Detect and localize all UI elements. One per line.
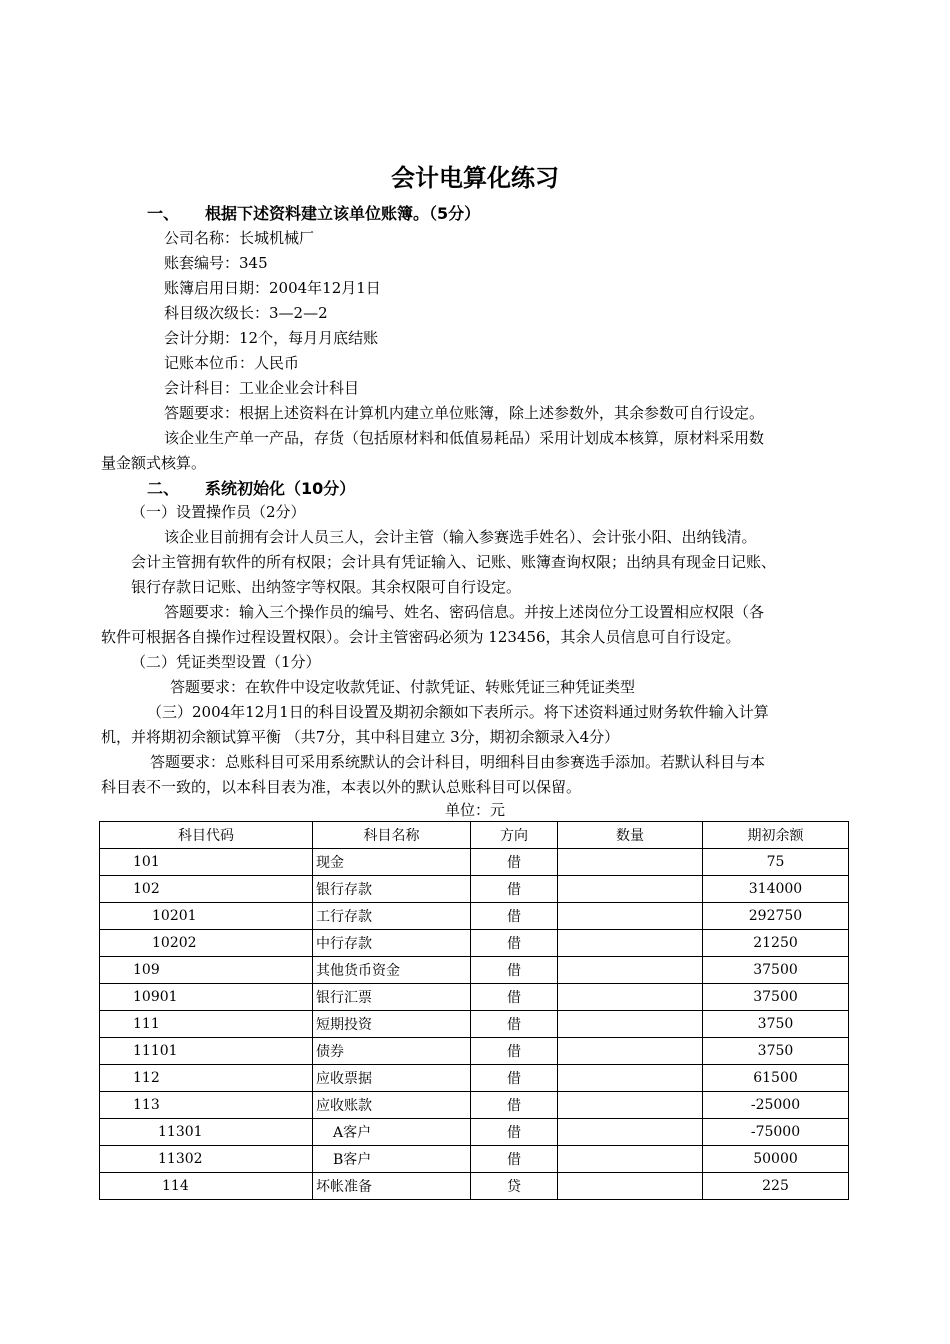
cell-balance: 37500 xyxy=(703,957,849,984)
cell-quantity xyxy=(558,1092,703,1119)
info-start-date: 账簿启用日期：2004年12月1日 xyxy=(164,279,381,297)
section2-heading xyxy=(147,476,355,499)
cell-code: 101 xyxy=(100,849,313,876)
cell-direction: 借 xyxy=(471,1119,558,1146)
info-code-levels: 科目级次级长：3—2—2 xyxy=(164,304,328,322)
operators-paragraph-line2: 会计主管拥有软件的所有权限；会计具有凭证输入、记账、账簿查询权限；出纳具有现金日记账、 xyxy=(131,553,777,571)
info-answer-requirement: 答题要求：根据上述资料在计算机内建立单位账簿，除上述参数外，其余参数可自行设定。 xyxy=(164,404,765,422)
header-direction: 方向 xyxy=(471,822,558,849)
cell-name: A客户 xyxy=(313,1119,471,1146)
table-row xyxy=(100,1011,849,1038)
cell-balance: 3750 xyxy=(703,1038,849,1065)
cell-balance: 37500 xyxy=(703,984,849,1011)
section1-title: 根据下述资料建立该单位账簿。（5分） xyxy=(205,204,481,223)
info-periods: 会计分期：12个，每月月底结账 xyxy=(164,329,379,347)
cell-name: 其他货币资金 xyxy=(313,957,471,984)
cell-direction: 借 xyxy=(471,957,558,984)
operators-requirement-line2: 软件可根据各自操作过程设置权限）。会计主管密码必须为 123456，其余人员信息可自行设定。 xyxy=(101,628,741,646)
table-row xyxy=(100,849,849,876)
cell-direction: 借 xyxy=(471,984,558,1011)
cell-code: 109 xyxy=(100,957,313,984)
cell-quantity xyxy=(558,1146,703,1173)
cell-balance: -75000 xyxy=(703,1119,849,1146)
cell-quantity xyxy=(558,1119,703,1146)
section2-title: 系统初始化（10分） xyxy=(205,479,356,498)
cell-code: 10202 xyxy=(100,930,313,957)
cell-direction: 借 xyxy=(471,876,558,903)
cell-code: 112 xyxy=(100,1065,313,1092)
info-currency: 记账本位币：人民币 xyxy=(164,354,300,372)
header-account-name: 科目名称 xyxy=(313,822,471,849)
subsection-voucher-types: （二）凭证类型设置（1分） xyxy=(131,653,321,671)
cell-code: 10901 xyxy=(100,984,313,1011)
cell-direction: 借 xyxy=(471,1011,558,1038)
cell-quantity xyxy=(558,1173,703,1200)
cell-name: 短期投资 xyxy=(313,1011,471,1038)
cell-quantity xyxy=(558,1038,703,1065)
cell-quantity xyxy=(558,849,703,876)
cell-balance: 75 xyxy=(703,849,849,876)
cell-balance: 292750 xyxy=(703,903,849,930)
cell-code: 11301 xyxy=(100,1119,313,1146)
section2-number: 二、 xyxy=(147,479,180,498)
cell-balance: 314000 xyxy=(703,876,849,903)
cell-quantity xyxy=(558,876,703,903)
info-account-set-number: 账套编号：345 xyxy=(164,254,268,272)
cell-balance: -25000 xyxy=(703,1092,849,1119)
cell-direction: 借 xyxy=(471,1092,558,1119)
section1-number: 一、 xyxy=(147,204,180,223)
table-row xyxy=(100,1065,849,1092)
cell-balance: 21250 xyxy=(703,930,849,957)
subsection-opening-balances-line1: （三）2004年12月1日的科目设置及期初余额如下表所示。将下述资料通过财务软件输入计算 xyxy=(147,703,769,721)
cell-balance: 61500 xyxy=(703,1065,849,1092)
cell-quantity xyxy=(558,1065,703,1092)
cell-balance: 50000 xyxy=(703,1146,849,1173)
balances-requirement-line1: 答题要求：总账科目可采用系统默认的会计科目，明细科目由参赛选手添加。若默认科目与本 xyxy=(150,753,766,771)
cell-direction: 贷 xyxy=(471,1173,558,1200)
inventory-paragraph-line1: 该企业生产单一产品，存货（包括原材料和低值易耗品）采用计划成本核算，原材料采用数 xyxy=(164,429,765,447)
unit-label: 单位：元 xyxy=(444,801,505,819)
operators-paragraph-line3: 银行存款日记账、出纳签字等权限。其余权限可自行设定。 xyxy=(131,578,522,596)
cell-code: 114 xyxy=(100,1173,313,1200)
cell-code: 102 xyxy=(100,876,313,903)
cell-quantity xyxy=(558,903,703,930)
table-row xyxy=(100,930,849,957)
inventory-paragraph-line2: 量金额式核算。 xyxy=(101,454,207,472)
cell-direction: 借 xyxy=(471,1065,558,1092)
table-row xyxy=(100,1173,849,1200)
cell-name: 坏帐准备 xyxy=(313,1173,471,1200)
table-row xyxy=(100,876,849,903)
cell-name: B客户 xyxy=(313,1146,471,1173)
opening-balance-table xyxy=(99,821,849,1200)
table-row xyxy=(100,903,849,930)
table-row xyxy=(100,1092,849,1119)
table-row xyxy=(100,1038,849,1065)
cell-quantity xyxy=(558,984,703,1011)
subsection-operators: （一）设置操作员（2分） xyxy=(131,503,306,521)
voucher-requirement: 答题要求：在软件中设定收款凭证、付款凭证、转账凭证三种凭证类型 xyxy=(170,678,636,696)
page-title: 会计电算化练习 xyxy=(391,164,559,192)
cell-direction: 借 xyxy=(471,849,558,876)
section1-heading xyxy=(147,201,480,224)
table-row xyxy=(100,1146,849,1173)
cell-name: 中行存款 xyxy=(313,930,471,957)
header-quantity: 数量 xyxy=(558,822,703,849)
cell-name: 债券 xyxy=(313,1038,471,1065)
table-header-row xyxy=(100,822,849,849)
header-account-code: 科目代码 xyxy=(100,822,313,849)
subsection-opening-balances-line2: 机，并将期初余额试算平衡 （共7分，其中科目建立 3分，期初余额录入4分） xyxy=(101,728,620,746)
cell-code: 11302 xyxy=(100,1146,313,1173)
cell-balance: 3750 xyxy=(703,1011,849,1038)
cell-name: 工行存款 xyxy=(313,903,471,930)
cell-name: 银行汇票 xyxy=(313,984,471,1011)
balances-requirement-line2: 科目表不一致的，以本科目表为准，本表以外的默认总账科目可以保留。 xyxy=(101,778,582,796)
cell-code: 10201 xyxy=(100,903,313,930)
cell-balance: 225 xyxy=(703,1173,849,1200)
cell-direction: 借 xyxy=(471,1146,558,1173)
cell-quantity xyxy=(558,1011,703,1038)
cell-direction: 借 xyxy=(471,903,558,930)
cell-quantity xyxy=(558,930,703,957)
cell-name: 银行存款 xyxy=(313,876,471,903)
info-chart-of-accounts: 会计科目：工业企业会计科目 xyxy=(164,379,360,397)
cell-name: 应收账款 xyxy=(313,1092,471,1119)
cell-name: 现金 xyxy=(313,849,471,876)
operators-paragraph-line1: 该企业目前拥有会计人员三人，会计主管（输入参赛选手姓名）、会计张小阳、出纳钱清。 xyxy=(164,528,757,546)
cell-direction: 借 xyxy=(471,1038,558,1065)
cell-direction: 借 xyxy=(471,930,558,957)
operators-requirement-line1: 答题要求：输入三个操作员的编号、姓名、密码信息。并按上述岗位分工设置相应权限（各 xyxy=(164,603,765,621)
cell-code: 111 xyxy=(100,1011,313,1038)
header-opening-balance: 期初余额 xyxy=(703,822,849,849)
info-company-name: 公司名称：长城机械厂 xyxy=(164,229,315,247)
cell-name: 应收票据 xyxy=(313,1065,471,1092)
cell-code: 113 xyxy=(100,1092,313,1119)
table-row xyxy=(100,984,849,1011)
table-row xyxy=(100,957,849,984)
cell-quantity xyxy=(558,957,703,984)
table-row xyxy=(100,1119,849,1146)
cell-code: 11101 xyxy=(100,1038,313,1065)
